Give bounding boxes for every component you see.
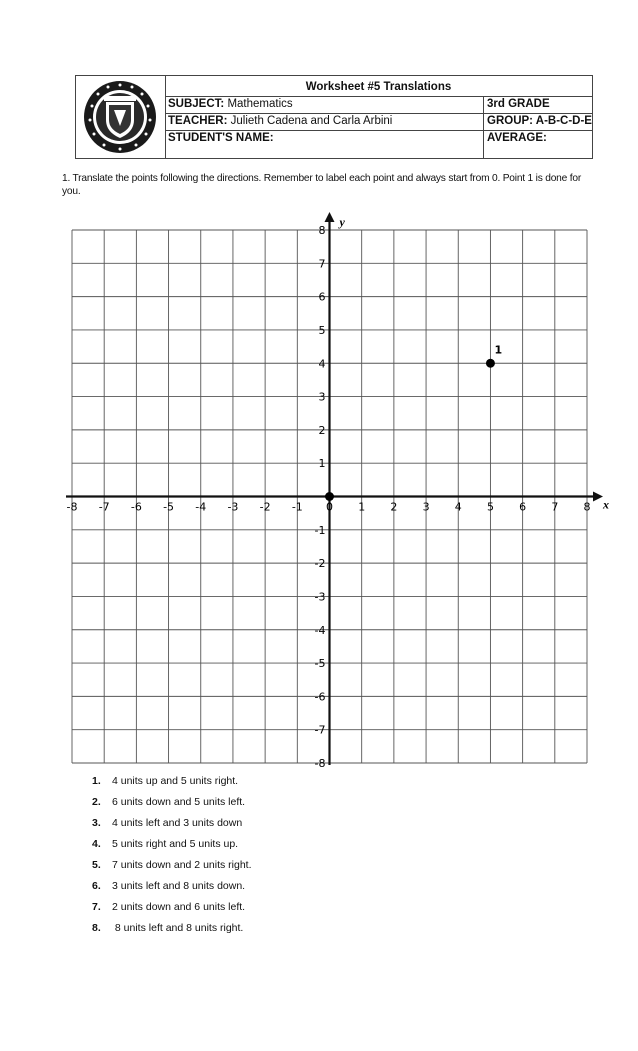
x-tick-label: 3 — [422, 500, 430, 514]
x-tick-label: 7 — [551, 500, 559, 514]
x-axis-label: x — [603, 497, 609, 512]
direction-text: 6 units down and 5 units left. — [112, 796, 246, 808]
plotted-points — [325, 343, 502, 501]
direction-number: 3. — [92, 817, 101, 829]
group-cell: GROUP: A-B-C-D-E — [487, 115, 592, 127]
y-axis-label: y — [339, 215, 345, 229]
x-tick-label: 6 — [519, 500, 527, 514]
x-axis-arrow-icon — [593, 492, 603, 502]
y-tick-label: 5 — [318, 323, 326, 337]
y-tick-label: -8 — [314, 757, 326, 770]
subject-value: Mathematics — [227, 98, 293, 110]
subject-label: SUBJECT: — [168, 98, 225, 110]
instructions-text: 1. Translate the points following the directions. Remember to label each point and always start from 0. Point 1 is done for you. — [62, 173, 582, 197]
x-tick-label: -3 — [227, 500, 239, 514]
direction-number: 5. — [92, 859, 101, 871]
direction-text: 4 units up and 5 units right. — [112, 775, 239, 787]
x-tick-label: 2 — [390, 500, 398, 514]
direction-number: 6. — [92, 880, 101, 892]
direction-text: 3 units left and 8 units down. — [112, 880, 246, 892]
y-tick-label: 3 — [318, 390, 326, 404]
y-tick-label: -3 — [314, 590, 326, 604]
direction-text: 7 units down and 2 units right. — [112, 859, 252, 871]
direction-text: 8 units left and 8 units right. — [112, 922, 244, 934]
y-tick-label: 6 — [318, 290, 326, 304]
y-axis-arrow-icon — [325, 212, 335, 222]
direction-text: 5 units right and 5 units up. — [112, 838, 239, 850]
direction-number: 8. — [92, 922, 101, 934]
direction-item — [92, 918, 252, 939]
direction-item — [92, 813, 252, 834]
x-tick-label: -1 — [291, 500, 303, 514]
x-tick-label: 0 — [326, 500, 333, 514]
x-tick-label: -7 — [98, 500, 110, 514]
y-tick-label: 8 — [318, 224, 326, 237]
y-tick-label: -5 — [314, 657, 326, 671]
x-tick-label: -6 — [130, 500, 142, 514]
x-tick-label: 4 — [454, 500, 462, 514]
x-tick-label: 8 — [583, 500, 591, 514]
direction-item — [92, 792, 252, 813]
direction-item — [92, 771, 252, 792]
x-tick-label: -2 — [259, 500, 271, 514]
x-tick-label: -5 — [163, 500, 175, 514]
y-tick-label: 1 — [318, 457, 326, 471]
worksheet-title: Worksheet #5 Translations — [165, 76, 592, 97]
direction-number: 1. — [92, 775, 101, 787]
y-tick-label: -7 — [314, 723, 326, 737]
direction-number: 7. — [92, 901, 101, 913]
direction-number: 2. — [92, 796, 101, 808]
y-tick-label: -6 — [314, 690, 326, 704]
point-label: 1 — [494, 343, 503, 357]
direction-text: 2 units down and 6 units left. — [112, 901, 246, 913]
direction-item — [92, 897, 252, 918]
y-tick-label: 7 — [318, 257, 326, 271]
x-tick-label: -4 — [195, 500, 207, 514]
plotted-point — [486, 359, 495, 368]
directions-list — [92, 771, 252, 939]
teacher-value: Julieth Cadena and Carla Arbini — [230, 115, 393, 127]
direction-item — [92, 876, 252, 897]
y-tick-label: -1 — [314, 523, 326, 537]
y-tick-label: -4 — [314, 623, 326, 637]
direction-number: 4. — [92, 838, 101, 850]
teacher-label: TEACHER: — [168, 115, 228, 127]
plotted-point — [325, 492, 334, 501]
average-cell: AVERAGE: — [487, 132, 547, 144]
y-tick-label: 4 — [318, 357, 326, 371]
y-tick-label: 2 — [318, 423, 326, 437]
direction-item — [92, 855, 252, 876]
x-tick-label: -8 — [66, 500, 78, 514]
y-tick-label: -2 — [314, 557, 326, 571]
x-tick-label: 1 — [358, 500, 366, 514]
grade-cell: 3rd GRADE — [487, 98, 550, 110]
direction-text: 4 units left and 3 units down — [112, 817, 243, 829]
student-name-label: STUDENT'S NAME: — [168, 132, 274, 144]
axes — [66, 212, 609, 765]
x-tick-label: 5 — [486, 500, 494, 514]
direction-item — [92, 834, 252, 855]
